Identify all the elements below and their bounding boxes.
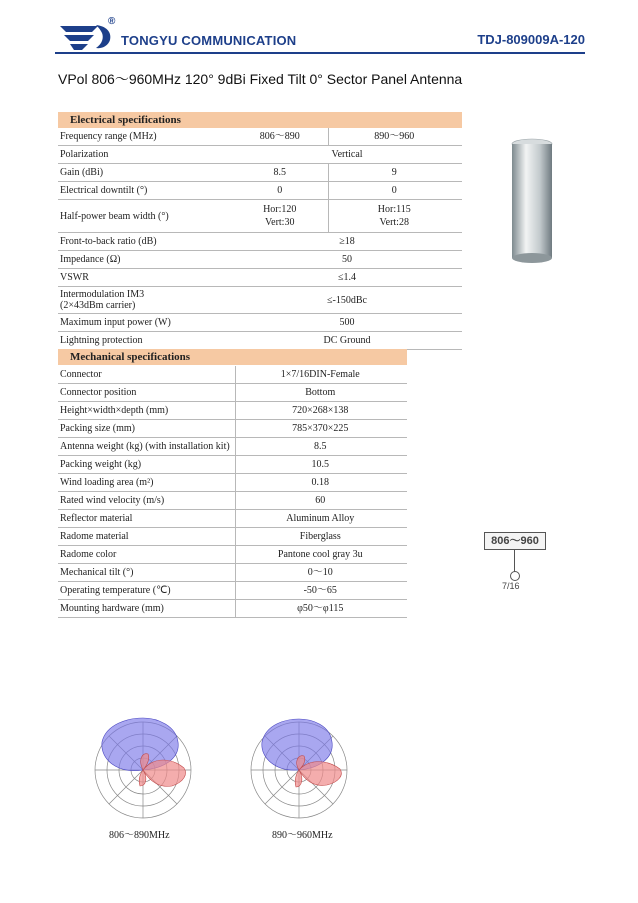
spec-value: 785×370×225 bbox=[235, 420, 407, 438]
spec-label: Gain (dBi) bbox=[58, 164, 234, 182]
spec-value: 9 bbox=[328, 164, 462, 182]
table-row bbox=[58, 384, 407, 402]
beamwidth-vert: Vert:28 bbox=[379, 217, 409, 228]
spec-value: 720×268×138 bbox=[235, 402, 407, 420]
spec-label: Maximum input power (W) bbox=[58, 314, 234, 332]
spec-label: Frequency range (MHz) bbox=[58, 128, 234, 146]
table-row bbox=[58, 564, 407, 582]
mechanical-section bbox=[58, 349, 407, 365]
spec-label: Wind loading area (m²) bbox=[58, 474, 235, 492]
mechanical-heading: Mechanical specifications bbox=[58, 349, 407, 365]
table-row bbox=[58, 332, 462, 350]
spec-value: 8.5 bbox=[235, 438, 407, 456]
spec-value: -50～65 bbox=[235, 582, 407, 600]
table-row bbox=[58, 366, 407, 384]
table-row bbox=[58, 438, 407, 456]
spec-value: DC Ground bbox=[234, 332, 462, 350]
spec-label: Packing size (mm) bbox=[58, 420, 235, 438]
spec-label: Operating temperature (℃) bbox=[58, 582, 235, 600]
spec-label: Rated wind velocity (m/s) bbox=[58, 492, 235, 510]
spec-label: Electrical downtilt (°) bbox=[58, 182, 234, 200]
spec-value: 0.18 bbox=[235, 474, 407, 492]
spec-value: 500 bbox=[234, 314, 462, 332]
beamwidth-hor: Hor:120 bbox=[263, 204, 297, 215]
spec-label: Reflector material bbox=[58, 510, 235, 528]
spec-label: Packing weight (kg) bbox=[58, 456, 235, 474]
table-row bbox=[58, 582, 407, 600]
spec-label: Radome color bbox=[58, 546, 235, 564]
connector-type-label: 7/16 bbox=[502, 581, 520, 591]
spec-value: 60 bbox=[235, 492, 407, 510]
radiation-pattern-890-960 bbox=[244, 712, 354, 822]
spec-value: 8.5 bbox=[234, 164, 328, 182]
table-row bbox=[58, 182, 462, 200]
spec-label: Mechanical tilt (°) bbox=[58, 564, 235, 582]
spec-value: 806～890 bbox=[234, 128, 328, 146]
spec-label bbox=[58, 287, 234, 314]
table-row bbox=[58, 528, 407, 546]
company-name: TONGYU COMMUNICATION bbox=[121, 33, 297, 48]
antenna-image bbox=[510, 138, 554, 264]
radiation-pattern-806-890 bbox=[88, 712, 198, 822]
connector-line bbox=[514, 550, 515, 572]
registered-mark: ® bbox=[108, 16, 116, 27]
spec-label: Radome material bbox=[58, 528, 235, 546]
electrical-table bbox=[58, 128, 462, 350]
table-row bbox=[58, 287, 462, 314]
spec-label: Height×width×depth (mm) bbox=[58, 402, 235, 420]
table-row bbox=[58, 600, 407, 618]
spec-value: 10.5 bbox=[235, 456, 407, 474]
header-divider bbox=[55, 52, 585, 54]
band-label: 806～960 bbox=[484, 532, 546, 550]
spec-label: Lightning protection bbox=[58, 332, 234, 350]
table-row bbox=[58, 314, 462, 332]
spec-label: VSWR bbox=[58, 269, 234, 287]
spec-value: ≥18 bbox=[234, 233, 462, 251]
spec-label: Connector position bbox=[58, 384, 235, 402]
table-row bbox=[58, 251, 462, 269]
spec-value: Pantone cool gray 3u bbox=[235, 546, 407, 564]
spec-value: 890～960 bbox=[328, 128, 462, 146]
table-row bbox=[58, 200, 462, 233]
spec-label: Half-power beam width (°) bbox=[58, 200, 234, 233]
pattern-caption: 890～960MHz bbox=[272, 830, 333, 841]
table-row bbox=[58, 456, 407, 474]
spec-value: 0～10 bbox=[235, 564, 407, 582]
pattern-caption: 806～890MHz bbox=[109, 830, 170, 841]
spec-value: 0 bbox=[234, 182, 328, 200]
page-title: VPol 806～960MHz 120° 9dBi Fixed Tilt 0° Sector Panel Antenna bbox=[58, 71, 463, 87]
page-header bbox=[0, 0, 638, 60]
table-row bbox=[58, 420, 407, 438]
tongyu-logo-icon bbox=[58, 22, 114, 52]
model-number: TDJ-809009A-120 bbox=[477, 32, 585, 47]
electrical-section bbox=[58, 112, 462, 128]
connector-port-icon bbox=[510, 571, 520, 581]
spec-label: Mounting hardware (mm) bbox=[58, 600, 235, 618]
beamwidth-vert: Vert:30 bbox=[265, 217, 295, 228]
beamwidth-hor: Hor:115 bbox=[377, 204, 411, 215]
table-row bbox=[58, 164, 462, 182]
table-row bbox=[58, 128, 462, 146]
table-row bbox=[58, 492, 407, 510]
spec-value: 50 bbox=[234, 251, 462, 269]
table-row bbox=[58, 510, 407, 528]
spec-label: Impedance (Ω) bbox=[58, 251, 234, 269]
table-row bbox=[58, 146, 462, 164]
spec-value: 1×7/16DIN-Female bbox=[235, 366, 407, 384]
table-row bbox=[58, 546, 407, 564]
spec-value: ≤1.4 bbox=[234, 269, 462, 287]
spec-value: ≤-150dBc bbox=[234, 287, 462, 314]
table-row bbox=[58, 269, 462, 287]
spec-value: 0 bbox=[328, 182, 462, 200]
spec-value: Fiberglass bbox=[235, 528, 407, 546]
spec-value bbox=[234, 200, 328, 233]
table-row bbox=[58, 402, 407, 420]
table-row bbox=[58, 233, 462, 251]
spec-value: Bottom bbox=[235, 384, 407, 402]
spec-label-line: (2×43dBm carrier) bbox=[60, 300, 136, 311]
mechanical-table bbox=[58, 366, 407, 618]
connector-diagram bbox=[484, 532, 554, 592]
spec-value bbox=[328, 200, 462, 233]
table-row bbox=[58, 474, 407, 492]
spec-label: Antenna weight (kg) (with installation kit) bbox=[58, 438, 235, 456]
spec-label: Polarization bbox=[58, 146, 234, 164]
spec-value: Aluminum Alloy bbox=[235, 510, 407, 528]
spec-value: Vertical bbox=[234, 146, 462, 164]
electrical-heading: Electrical specifications bbox=[58, 112, 462, 128]
spec-label: Connector bbox=[58, 366, 235, 384]
spec-label-line: Intermodulation IM3 bbox=[60, 289, 145, 300]
spec-value: φ50～φ115 bbox=[235, 600, 407, 618]
spec-label: Front-to-back ratio (dB) bbox=[58, 233, 234, 251]
